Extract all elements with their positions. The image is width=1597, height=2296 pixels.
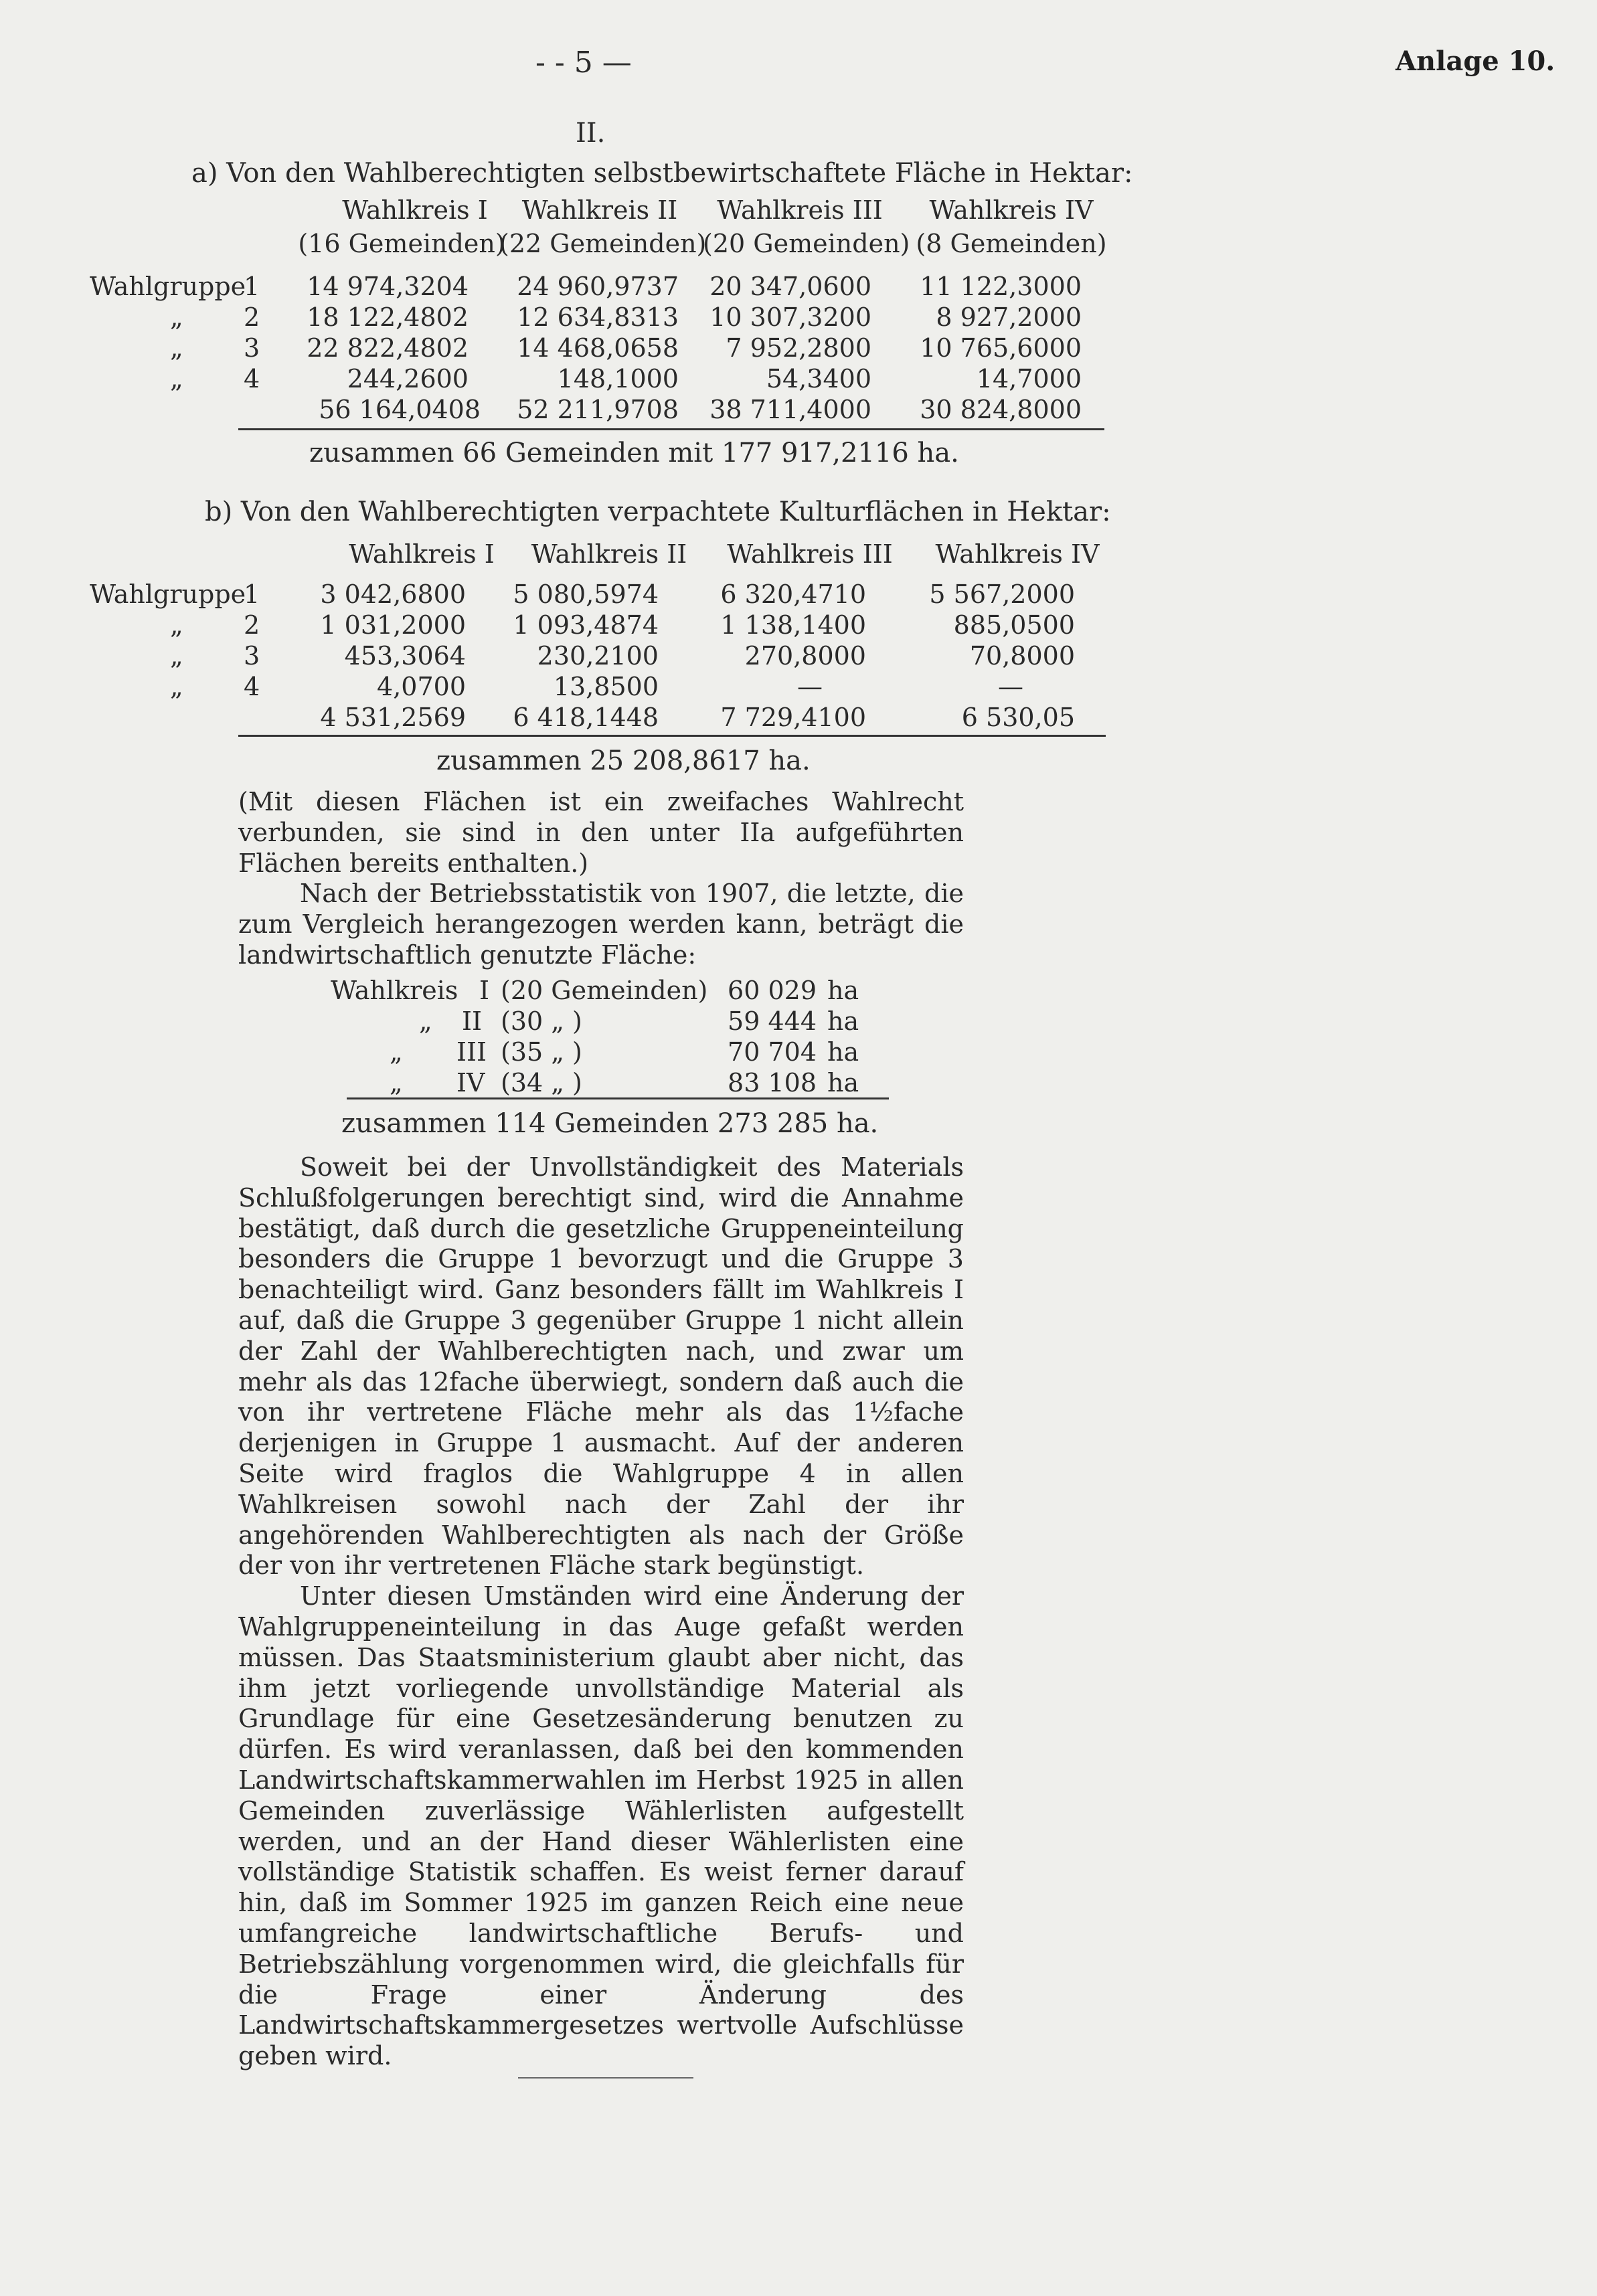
table-a-cell: 148,1000 xyxy=(557,364,679,393)
table-b-title: b) Von den Wahlberechtigten verpachtete Kulturflächen in Hektar: xyxy=(205,497,1111,527)
table-b-col-header: Wahlkreis III xyxy=(727,539,893,569)
page-number: - - 5 — xyxy=(535,46,632,80)
table-a-cell: 10 307,3200 xyxy=(709,302,871,332)
row-number: 1 xyxy=(244,272,260,301)
row-number: 4 xyxy=(244,672,260,701)
table-b-cell: 1 138,1400 xyxy=(720,610,866,640)
table-a-title: a) Von den Wahlberechtigten selbstbewirtschaftete Fläche in Hektar: xyxy=(191,158,1133,189)
section-numeral: II. xyxy=(576,118,606,149)
table-c-value: 59 444 xyxy=(728,1006,817,1036)
table-c-value: 70 704 xyxy=(728,1037,817,1067)
row-label: „ xyxy=(170,333,183,363)
table-a-rule xyxy=(238,428,1104,430)
row-number: 3 xyxy=(244,641,260,671)
table-a-col-sub: (8 Gemeinden) xyxy=(916,229,1107,258)
annex-label: Anlage 10. xyxy=(1396,46,1556,77)
table-a-total: 38 711,4000 xyxy=(709,395,871,424)
table-a-total: 30 824,8000 xyxy=(920,395,1082,424)
row-label: „ xyxy=(170,364,183,393)
paragraph-1: Soweit bei der Unvollständigkeit des Materials Schlußfolgerungen berechtigt sind, wird die Annahme bestätigt, daß durch die gesetzliche Gruppeneinteilung besonders die Gruppe 1 bevorzugt und die Gruppe 3 benachteiligt wird. Ganz besonders fällt im Wahlkreis I auf, daß die Gruppe 3 gegenüber Gruppe 1 nicht allein der Zahl der Wahlberechtigten nach, und zwar um mehr als das 12fache überwiegt, sondern daß auch die von ihr vertretene Fläche mehr als das 1½fache derjenigen in Gruppe 1 ausmacht. Auf der anderen Seite wird fraglos die Wahlgruppe 4 in allen Wahlkreisen sowohl nach der Zahl der ihr angehörenden Wahlberechtigten als nach der Größe der von ihr vertretenen Fläche stark begünstigt. xyxy=(238,1152,964,1581)
table-a-cell: 20 347,0600 xyxy=(709,272,871,301)
table-b-rule xyxy=(238,735,1106,737)
table-c-count: (30 „ ) xyxy=(501,1006,582,1036)
table-b-total: 6 530,05 xyxy=(961,703,1075,732)
table-a-total: 52 211,9708 xyxy=(517,395,679,424)
row-number: 2 xyxy=(244,302,260,332)
table-b-cell: 1 093,4874 xyxy=(513,610,659,640)
table-b-cell: 5 080,5974 xyxy=(513,580,659,609)
table-b-total: 6 418,1448 xyxy=(513,703,659,732)
table-b-total: 7 729,4100 xyxy=(720,703,866,732)
table-c-label: Wahlkreis xyxy=(331,976,458,1005)
note-text: (Mit diesen Flächen ist ein zweifaches Wahlrecht verbunden, sie sind in den unter IIa aufgeführten Flächen bereits enthalten.) xyxy=(238,787,964,878)
table-a-cell: 14 468,0658 xyxy=(517,333,679,363)
table-b-cell: 6 320,4710 xyxy=(720,580,866,609)
table-a-cell: 10 765,6000 xyxy=(920,333,1082,363)
table-b-cell: 70,8000 xyxy=(969,641,1075,671)
table-c-unit: ha xyxy=(827,1037,859,1067)
table-b-cell: 1 031,2000 xyxy=(320,610,466,640)
table-a-cell: 8 927,2000 xyxy=(936,302,1082,332)
table-a-cell: 11 122,3000 xyxy=(920,272,1082,301)
table-c-roman: III xyxy=(456,1037,487,1067)
table-b-cell: 5 567,2000 xyxy=(929,580,1075,609)
table-a-col-sub: (16 Gemeinden) xyxy=(298,229,505,258)
row-label: „ xyxy=(170,641,183,671)
table-b-cell: — xyxy=(797,672,823,701)
table-a-total: 56 164,0408 xyxy=(319,395,481,424)
table-c-count: (34 „ ) xyxy=(501,1068,582,1097)
table-a-cell: 18 122,4802 xyxy=(307,302,469,332)
note-paragraph xyxy=(238,787,964,971)
table-b-cell: 4,0700 xyxy=(377,672,466,701)
table-b-summary: zusammen 25 208,8617 ha. xyxy=(436,745,811,776)
table-c-label: „ xyxy=(419,1006,432,1036)
table-c-roman: II xyxy=(462,1006,483,1036)
row-number: 2 xyxy=(244,610,260,640)
table-c-value: 83 108 xyxy=(728,1068,817,1097)
table-a-cell: 24 960,9737 xyxy=(517,272,679,301)
table-a-col-header: Wahlkreis II xyxy=(521,195,678,225)
row-label: „ xyxy=(170,302,183,332)
table-b-total: 4 531,2569 xyxy=(320,703,466,732)
table-c-count: (35 „ ) xyxy=(501,1037,582,1067)
table-b-cell: 13,8500 xyxy=(553,672,659,701)
table-b-cell: 230,2100 xyxy=(537,641,659,671)
table-a-col-sub: (20 Gemeinden) xyxy=(703,229,910,258)
body-text xyxy=(238,1152,964,2072)
table-b-cell: 270,8000 xyxy=(744,641,866,671)
table-c-roman: IV xyxy=(456,1068,485,1097)
table-b-cell: — xyxy=(998,672,1023,701)
intro-text: Nach der Betriebsstatistik von 1907, die letzte, die zum Vergleich herangezogen werden kann, beträgt die landwirtschaftlich genutzte Fläche: xyxy=(238,879,964,970)
row-label: „ xyxy=(170,610,183,640)
table-a-col-header: Wahlkreis I xyxy=(342,195,488,225)
row-label: Wahlgruppe xyxy=(90,272,246,301)
table-c-summary: zusammen 114 Gemeinden 273 285 ha. xyxy=(341,1108,879,1139)
table-b-col-header: Wahlkreis IV xyxy=(935,539,1100,569)
table-a-col-header: Wahlkreis IV xyxy=(929,195,1094,225)
table-a-cell: 54,3400 xyxy=(766,364,871,393)
row-number: 3 xyxy=(244,333,260,363)
table-c-roman: I xyxy=(479,976,490,1005)
table-a-col-header: Wahlkreis III xyxy=(717,195,883,225)
table-b-col-header: Wahlkreis I xyxy=(349,539,495,569)
table-c-unit: ha xyxy=(827,1006,859,1036)
table-c-count: (20 Gemeinden) xyxy=(501,976,708,1005)
table-a-cell: 22 822,4802 xyxy=(307,333,469,363)
row-number: 4 xyxy=(244,364,260,393)
table-a-cell: 14 974,3204 xyxy=(307,272,469,301)
row-label: „ xyxy=(170,672,183,701)
table-c-label: „ xyxy=(390,1068,403,1097)
table-a-col-sub: (22 Gemeinden) xyxy=(499,229,707,258)
closing-rule xyxy=(518,2077,693,2079)
table-c-rule xyxy=(347,1097,889,1099)
table-c-unit: ha xyxy=(827,976,859,1005)
table-c-unit: ha xyxy=(827,1068,859,1097)
table-a-cell: 244,2600 xyxy=(347,364,469,393)
table-a-summary: zusammen 66 Gemeinden mit 177 917,2116 ha. xyxy=(309,438,959,468)
table-b-cell: 453,3064 xyxy=(344,641,466,671)
paragraph-2: Unter diesen Umständen wird eine Änderung der Wahlgruppeneinteilung in das Auge gefaßt werden müssen. Das Staatsministerium glaubt aber nicht, das ihm jetzt vorliegende unvollständige Material als Grundlage für eine Gesetzesänderung benutzen zu dürfen. Es wird veranlassen, daß bei den kommenden Landwirtschaftskammerwahlen im Herbst 1925 in allen Gemeinden zuverlässige Wählerlisten aufgestellt werden, und an der Hand dieser Wählerlisten eine vollständige Statistik schaffen. Es weist ferner darauf hin, daß im Sommer 1925 im ganzen Reich eine neue umfangreiche landwirtschaftliche Berufs- und Betriebszählung vorgenommen wird, die gleichfalls für die Frage einer Änderung des Landwirtschaftskammergesetzes wertvolle Aufschlüsse geben wird. xyxy=(238,1581,964,2071)
row-label: Wahlgruppe xyxy=(90,580,246,609)
table-b-cell: 885,0500 xyxy=(953,610,1075,640)
table-a-cell: 14,7000 xyxy=(976,364,1082,393)
table-b-col-header: Wahlkreis II xyxy=(531,539,687,569)
table-c-value: 60 029 xyxy=(728,976,817,1005)
table-b-cell: 3 042,6800 xyxy=(320,580,466,609)
row-number: 1 xyxy=(244,580,260,609)
table-a-cell: 7 952,2800 xyxy=(726,333,871,363)
table-a-cell: 12 634,8313 xyxy=(517,302,679,332)
table-c-label: „ xyxy=(390,1037,403,1067)
